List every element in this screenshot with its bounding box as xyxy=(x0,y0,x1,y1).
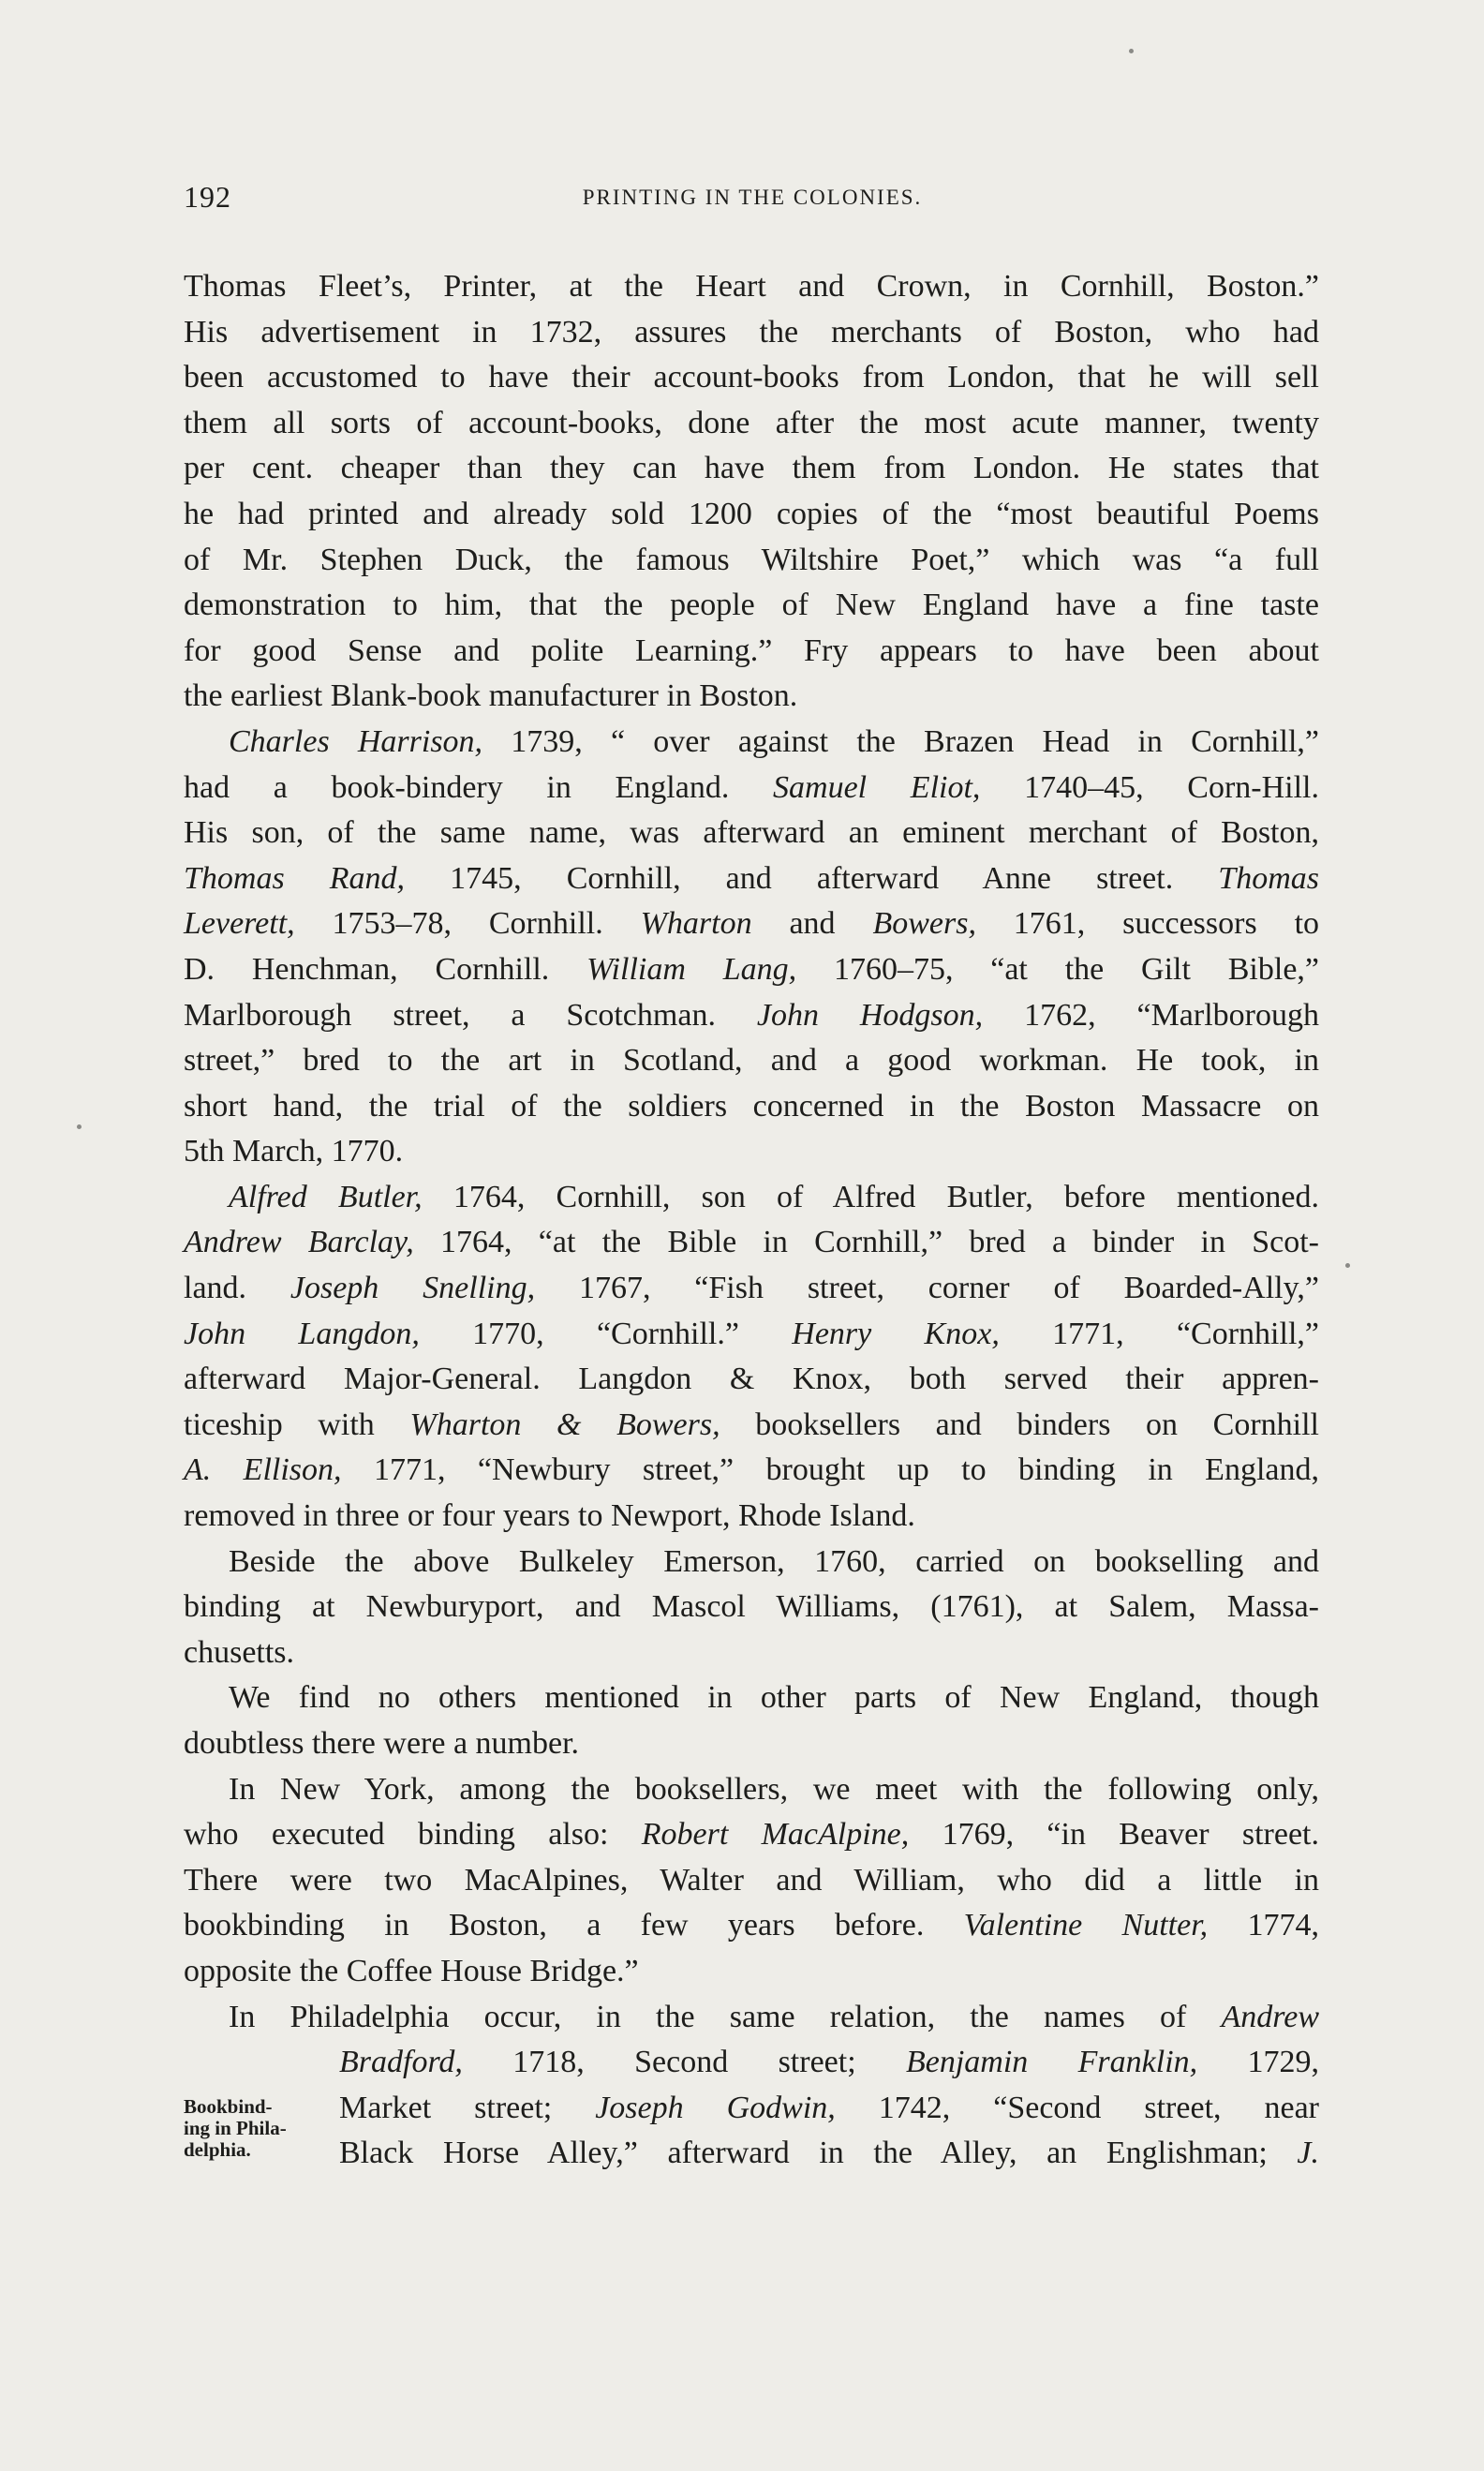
text-line: In New York, among the booksellers, we meet with the following only, xyxy=(229,1771,1319,1807)
text-line: the earliest Blank-book manufacturer in Boston. xyxy=(184,678,798,714)
text-line: removed in three or four years to Newport, Rhode Island. xyxy=(184,1498,915,1534)
text-line: 5th March, 1770. xyxy=(184,1134,404,1169)
margin-note-line: ing in Phila- xyxy=(184,2117,287,2139)
text-line: Bradford, 1718, Second street; Benjamin Franklin, 1729, xyxy=(339,2045,1319,2080)
text-line: Charles Harrison, 1739, “ over against the Brazen Head in Cornhill,” xyxy=(229,723,1319,759)
text-line: for good Sense and polite Learning.” Fry appears to have been about xyxy=(184,633,1319,668)
text-line: bookbinding in Boston, a few years before. Valentine Nutter, 1774, xyxy=(184,1908,1319,1943)
binder-name: Thomas Rand, xyxy=(184,860,406,896)
text-line: of Mr. Stephen Duck, the famous Wiltshire Poet,” which was “a full xyxy=(184,542,1319,577)
binder-name: Robert MacAlpine, xyxy=(641,1817,910,1853)
paragraph-harrison xyxy=(184,720,1319,1175)
text-line: Market street; Joseph Godwin, 1742, “Second street, near xyxy=(339,2090,1319,2125)
text-line: Beside the above Bulkeley Emerson, 1760, carried on bookselling and xyxy=(229,1543,1319,1579)
paragraph-fleet xyxy=(184,264,1319,720)
binder-name: John Langdon, xyxy=(184,1316,420,1351)
text-line: doubtless there were a number. xyxy=(184,1726,580,1761)
text-line: Black Horse Alley,” afterward in the Alley, an Englishman; J. xyxy=(339,2136,1319,2171)
binder-name: Leverett, xyxy=(184,906,295,942)
text-line: had a book-bindery in England. Samuel Eliot, 1740–45, Corn-Hill. xyxy=(184,769,1319,805)
paper-speck xyxy=(77,1124,82,1129)
text-line: been accustomed to have their account-books from London, that he will sell xyxy=(184,360,1319,395)
binder-name: A. Ellison, xyxy=(184,1452,342,1488)
text-line: Alfred Butler, 1764, Cornhill, son of Alfred Butler, before mentioned. xyxy=(229,1179,1319,1214)
paragraph-new-england xyxy=(184,1675,1319,1766)
text-line: ticeship with Wharton & Bowers, booksellers and binders on Cornhill xyxy=(184,1407,1320,1442)
binder-name: Henry Knox, xyxy=(792,1316,1000,1351)
binder-name: Wharton & Bowers, xyxy=(409,1407,720,1442)
text-line: land. Joseph Snelling, 1767, “Fish street, corner of Boarded-Ally,” xyxy=(184,1271,1319,1306)
margin-note-line: delphia. xyxy=(184,2138,251,2161)
text-line: binding at Newburyport, and Mascol Williams, (1761), at Salem, Massa- xyxy=(184,1589,1319,1625)
margin-note-line: Bookbind- xyxy=(184,2095,273,2118)
binder-name: Wharton xyxy=(640,906,752,942)
page-number: 192 xyxy=(184,180,231,214)
binder-name: Valentine Nutter, xyxy=(963,1908,1209,1943)
text-line: In Philadelphia occur, in the same relation, the names of Andrew xyxy=(229,1999,1319,2034)
text-line: A. Ellison, 1771, “Newbury street,” brought up to binding in England, xyxy=(184,1452,1319,1488)
binder-name: William Lang, xyxy=(586,951,797,987)
binder-name: Charles Harrison, xyxy=(229,723,483,759)
binder-name: Andrew xyxy=(1221,1999,1319,2034)
text-line: Leverett, 1753–78, Cornhill. Wharton and Bowers, 1761, successors to xyxy=(184,906,1320,942)
text-line: His son, of the same name, was afterward an eminent merchant of Boston, xyxy=(184,815,1319,851)
text-line: His advertisement in 1732, assures the merchants of Boston, who had xyxy=(184,314,1319,350)
text-line: who executed binding also: Robert MacAlpine, 1769, “in Beaver street. xyxy=(184,1817,1319,1853)
paper-speck xyxy=(1345,1263,1350,1268)
binder-name: Andrew Barclay, xyxy=(184,1225,414,1260)
binder-name: John Hodgson, xyxy=(756,997,984,1033)
binder-name: Joseph Godwin, xyxy=(595,2090,836,2125)
paragraph-emerson xyxy=(184,1540,1319,1676)
text-line: Thomas Fleet’s, Printer, at the Heart and Crown, in Cornhill, Boston.” xyxy=(184,269,1319,304)
text-line: Thomas Rand, 1745, Cornhill, and afterward Anne street. Thomas xyxy=(184,860,1319,896)
binder-name: Samuel Eliot, xyxy=(773,769,981,805)
text-line: Andrew Barclay, 1764, “at the Bible in Cornhill,” bred a binder in Scot- xyxy=(184,1225,1319,1260)
binder-name: Alfred Butler, xyxy=(229,1179,423,1214)
running-head: PRINTING IN THE COLONIES. xyxy=(582,186,923,209)
binder-name: Benjamin Franklin, xyxy=(906,2045,1198,2080)
text-line: per cent. cheaper than they can have them from London. He states that xyxy=(184,451,1319,486)
text-line: them all sorts of account-books, done after the most acute manner, twenty xyxy=(184,405,1319,440)
page-header xyxy=(184,180,1321,227)
text-line: There were two MacAlpines, Walter and William, who did a little in xyxy=(184,1862,1319,1898)
binder-name: Thomas xyxy=(1218,860,1319,896)
binder-name: Joseph Snelling, xyxy=(289,1271,536,1306)
binder-name: Bradford, xyxy=(339,2045,463,2080)
text-line: afterward Major-General. Langdon & Knox, both served their appren- xyxy=(184,1362,1319,1397)
paragraph-philadelphia xyxy=(184,1995,1319,2177)
text-line: demonstration to him, that the people of New England have a fine taste xyxy=(184,588,1319,623)
text-line: he had printed and already sold 1200 copies of the “most beautiful Poems xyxy=(184,496,1319,531)
paragraph-butler xyxy=(184,1175,1319,1540)
text-line: street,” bred to the art in Scotland, and a good workman. He took, in xyxy=(184,1043,1319,1079)
binder-name: Bowers, xyxy=(872,906,976,942)
text-line: We find no others mentioned in other parts of New England, though xyxy=(229,1680,1319,1716)
text-line: John Langdon, 1770, “Cornhill.” Henry Knox, 1771, “Cornhill,” xyxy=(184,1316,1319,1351)
text-line: opposite the Coffee House Bridge.” xyxy=(184,1953,639,1988)
paper-speck xyxy=(1129,49,1134,53)
text-line: Marlborough street, a Scotchman. John Hodgson, 1762, “Marlborough xyxy=(184,997,1319,1033)
text-line: D. Henchman, Cornhill. William Lang, 1760–75, “at the Gilt Bible,” xyxy=(184,951,1319,987)
body-text xyxy=(184,264,1319,2177)
margin-note xyxy=(184,2096,334,2161)
text-line: chusetts. xyxy=(184,1634,295,1670)
paragraph-new-york xyxy=(184,1767,1319,1995)
binder-name: J. xyxy=(1297,2136,1319,2171)
text-line: short hand, the trial of the soldiers concerned in the Boston Massacre on xyxy=(184,1088,1319,1124)
